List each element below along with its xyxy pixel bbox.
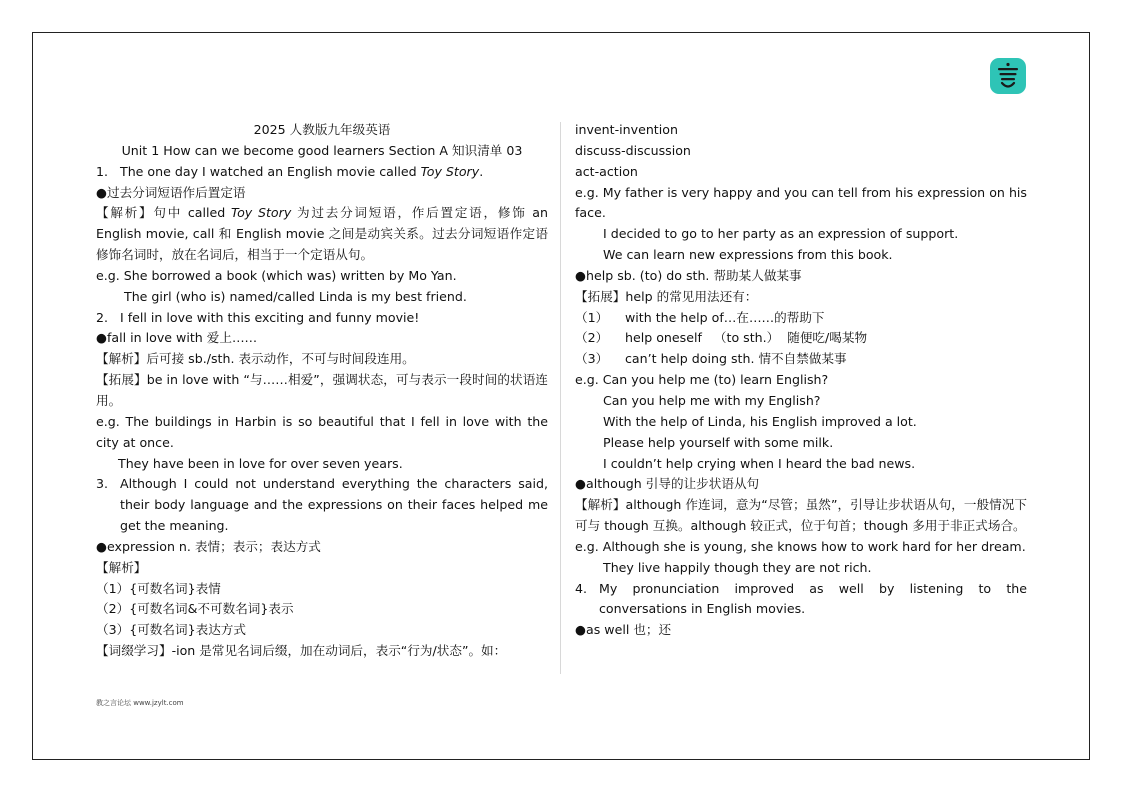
usage-number: （3） <box>575 351 609 367</box>
page-subtitle: Unit 1 How can we become good learners Section A 知识清单 03 <box>121 142 523 158</box>
example-sentence: We can learn new expressions from this book. <box>603 247 893 263</box>
left-column <box>96 120 548 662</box>
column-divider <box>560 122 561 674</box>
movie-title: Toy Story <box>230 205 292 221</box>
point-heading: ●过去分词短语作后置定语 <box>96 184 246 200</box>
sentence-3 <box>96 474 548 537</box>
usage-item <box>575 308 1027 329</box>
sentence-text <box>120 162 548 183</box>
right-column <box>575 120 1027 641</box>
sense-item: （2）{可数名词&不可数名词}表示 <box>96 601 294 617</box>
word-pair: act-action <box>575 163 638 179</box>
sentence-text: My pronunciation improved as well by listening to the conversations in English movies. <box>599 580 1027 617</box>
example-sentence: With the help of Linda, his English improved a lot. <box>603 413 917 429</box>
point-heading: ●although 引导的让步状语从句 <box>575 476 760 492</box>
expand-paragraph: 【拓展】be in love with “与……相爱”，强调状态，可与表示一段时间的状语连用。 <box>96 372 548 408</box>
point-heading: ●help sb. (to) do sth. 帮助某人做某事 <box>575 267 802 283</box>
sentence-text-part: The one day I watched an English movie called <box>120 163 421 179</box>
footer-text: 教之言论坛 www.jzylt.com <box>96 699 184 707</box>
usage-text: can’t help doing sth. 情不自禁做某事 <box>625 351 847 367</box>
analysis-text: 为过去分词短语，作后置定语，修饰 an English movie, call 和 English movie 之间是动宾关系。过去分词短语作定语修饰名词时，放在名词后，相当于一个定语从句。 <box>96 205 548 263</box>
sentence-4 <box>575 579 1027 621</box>
analysis-text: 【解析】句中 called <box>96 205 231 221</box>
example-sentence: e.g. Although she is young, she knows how to work hard for her dream. <box>575 538 1026 554</box>
page-title: 2025 人教版九年级英语 <box>253 122 391 137</box>
expand-paragraph: 【拓展】help 的常见用法还有： <box>575 288 758 304</box>
analysis-paragraph <box>96 203 548 266</box>
sentence-text: Although I could not understand everything the characters said, their body language and the expressions on their faces helped me get the meaning. <box>120 476 548 534</box>
example-sentence: e.g. My father is very happy and you can tell from his expression on his face. <box>575 184 1027 221</box>
sentence-1 <box>96 162 548 183</box>
point-heading: ●expression n. 表情；表示；表达方式 <box>96 538 321 554</box>
usage-text: with the help of…在……的帮助下 <box>625 309 825 325</box>
sense-item: （1）{可数名词}表情 <box>96 580 221 596</box>
usage-number: （2） <box>575 330 609 346</box>
example-sentence: e.g. The buildings in Harbin is so beautiful that I fell in love with the city at once. <box>96 413 548 450</box>
sentence-number: 3. <box>96 476 109 492</box>
example-sentence: e.g. Can you help me (to) learn English? <box>575 372 829 388</box>
usage-number: （1） <box>575 309 609 325</box>
sentence-number: 2. <box>96 309 109 325</box>
sentence-text-part: . <box>479 163 484 179</box>
analysis-paragraph: 【解析】后可接 sb./sth. 表示动作，不可与时间段连用。 <box>96 351 415 367</box>
menu-list-icon <box>990 58 1026 94</box>
example-sentence: Please help yourself with some milk. <box>603 434 834 450</box>
analysis-paragraph: 【解析】although 作连词，意为“尽管；虽然”，引导让步状语从句，一般情况下可与 though 互换。although 较正式，位于句首；though 多用于非正式场合。 <box>575 497 1027 534</box>
sentence-number: 1. <box>96 163 109 179</box>
example-sentence: The girl (who is) named/called Linda is my best friend. <box>124 288 467 304</box>
sentence-text: I fell in love with this exciting and funny movie! <box>120 309 420 325</box>
example-sentence: They have been in love for over seven years. <box>118 455 403 471</box>
analysis-label: 【解析】 <box>96 559 147 575</box>
example-sentence: They live happily though they are not rich. <box>603 559 872 575</box>
usage-text: help oneself （to sth.） 随便吃/喝某物 <box>625 330 868 346</box>
point-heading: ●fall in love with 爱上…… <box>96 330 258 346</box>
example-sentence: I decided to go to her party as an expression of support. <box>603 226 959 242</box>
word-pair: invent-invention <box>575 122 678 137</box>
sentence-2 <box>96 308 548 329</box>
word-pair: discuss-discussion <box>575 142 691 158</box>
sentence-number: 4. <box>575 580 588 596</box>
point-heading: ●as well 也；还 <box>575 622 672 638</box>
movie-title: Toy Story <box>420 163 480 179</box>
usage-item <box>575 349 1027 370</box>
sense-item: （3）{可数名词}表达方式 <box>96 622 246 638</box>
usage-item <box>575 328 1027 349</box>
example-sentence: e.g. She borrowed a book (which was) written by Mo Yan. <box>96 267 457 283</box>
vocab-note: 【词缀学习】-ion 是常见名词后缀，加在动词后，表示“行为/状态”。如： <box>96 643 507 659</box>
example-sentence: I couldn’t help crying when I heard the bad news. <box>603 455 916 471</box>
site-logo <box>990 58 1026 94</box>
example-sentence: Can you help me with my English? <box>603 392 821 408</box>
